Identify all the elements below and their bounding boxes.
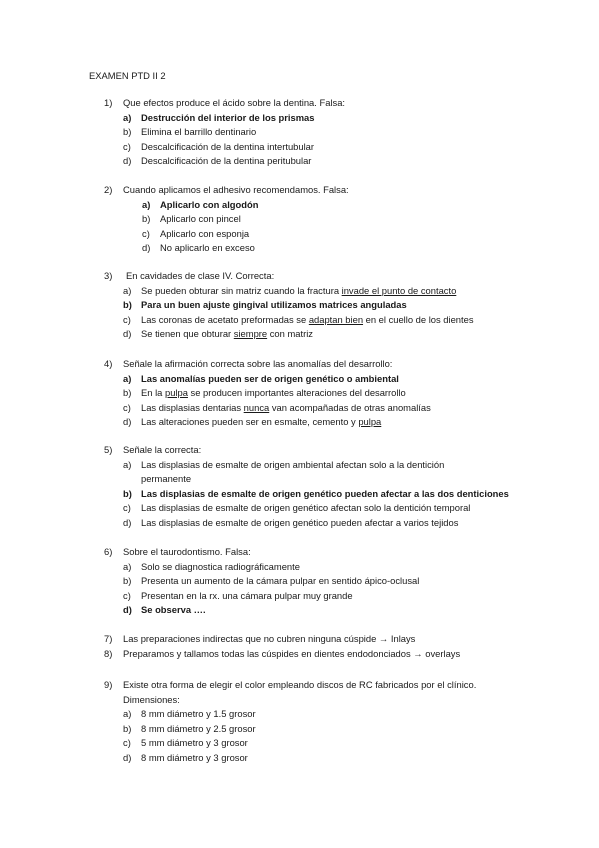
answer-option — [0, 574, 599, 589]
underlined-text: adaptan bien — [308, 313, 364, 325]
option-letter: b) — [123, 575, 132, 587]
option-text — [141, 487, 509, 502]
option-letter: b) — [123, 299, 132, 311]
answer-option — [0, 372, 599, 387]
option-text — [141, 736, 248, 751]
text-segment: Las anomalías pueden ser de origen genético o ambiental — [141, 372, 399, 384]
question-text — [123, 632, 415, 647]
option-text — [141, 458, 444, 473]
text-segment: Las coronas de acetato preformadas se — [141, 313, 309, 325]
text-segment: Elimina el barrillo dentinario — [141, 126, 257, 138]
exam-title: EXAMEN PTD II 2 — [89, 70, 166, 81]
question-number: 8) — [104, 648, 113, 659]
answer-option — [0, 707, 599, 722]
option-letter: d) — [123, 604, 132, 616]
question-text — [123, 678, 476, 693]
text-segment: Solo se diagnostica radiográficamente — [141, 560, 300, 572]
option-text — [160, 212, 241, 227]
option-letter: c) — [123, 589, 131, 601]
option-letter: b) — [123, 387, 132, 399]
question-9 — [0, 678, 599, 766]
text-segment: 8 mm diámetro y 2.5 grosor — [141, 722, 256, 734]
text-segment: Sobre el taurodontismo. Falsa: — [123, 546, 251, 557]
option-text — [141, 154, 311, 169]
option-text — [141, 722, 256, 737]
option-text — [141, 501, 470, 516]
text-segment: Presenta un aumento de la cámara pulpar en sentido ápico-oclusal — [141, 575, 420, 587]
option-text — [141, 751, 248, 766]
option-letter: d) — [142, 242, 151, 254]
text-segment: en el cuello de los dientes — [363, 313, 474, 325]
question-text — [123, 357, 392, 372]
text-segment: Aplicarlo con esponja — [160, 227, 250, 239]
text-segment: 8 mm diámetro y 1.5 grosor — [141, 708, 256, 720]
option-letter: a) — [123, 372, 132, 384]
question-1 — [0, 96, 599, 169]
text-segment: Dimensiones: — [123, 693, 180, 705]
text-segment: permanente — [141, 473, 192, 485]
answer-continuation — [0, 693, 599, 708]
answer-option — [0, 458, 599, 473]
answer-option — [0, 212, 599, 227]
option-letter: a) — [123, 284, 132, 296]
question-text — [123, 443, 201, 458]
answer-option — [0, 415, 599, 430]
answer-option — [0, 589, 599, 604]
option-text — [141, 589, 353, 604]
text-segment: En la — [141, 387, 165, 399]
answer-option — [0, 154, 599, 169]
option-text — [141, 372, 399, 387]
answer-option — [0, 516, 599, 531]
answer-option — [0, 603, 599, 618]
question-number: 5) — [104, 444, 113, 455]
option-text — [141, 574, 419, 589]
option-letter: b) — [142, 213, 151, 225]
answer-option — [0, 198, 599, 213]
question-6 — [0, 545, 599, 618]
option-text — [141, 516, 458, 531]
text-segment: Señale la afirmación correcta sobre las anomalías del desarrollo: — [123, 358, 393, 369]
text-segment: Las displasias de esmalte de origen genético pueden afectar a varios tejidos — [141, 516, 459, 528]
text-segment: van acompañadas de otras anomalías — [269, 401, 431, 413]
option-letter: b) — [123, 126, 132, 138]
question-text — [123, 183, 349, 198]
question-text — [123, 545, 251, 560]
option-letter: b) — [123, 487, 132, 499]
answer-option — [0, 487, 599, 502]
answer-continuation — [0, 472, 599, 487]
option-text — [141, 298, 407, 313]
option-letter: d) — [123, 328, 132, 340]
text-segment: con matriz — [267, 328, 313, 340]
option-letter: d) — [123, 416, 132, 428]
text-segment: Las alteraciones pueden ser en esmalte, cemento y — [141, 416, 359, 428]
answer-option — [0, 125, 599, 140]
option-letter: a) — [123, 560, 132, 572]
option-text — [123, 693, 180, 708]
underlined-text: nunca — [243, 401, 270, 413]
text-segment: Las displasias de esmalte de origen genético afectan solo la dentición temporal — [141, 502, 471, 514]
option-text — [141, 415, 381, 430]
option-letter: c) — [123, 401, 131, 413]
answer-option — [0, 227, 599, 242]
option-text — [141, 140, 314, 155]
question-number: 7) — [104, 633, 113, 644]
option-letter: d) — [123, 751, 132, 763]
question-3 — [0, 269, 599, 342]
question-text — [123, 647, 460, 662]
text-segment: Se pueden obturar sin matriz cuando la fractura — [141, 284, 342, 296]
answer-option — [0, 736, 599, 751]
option-text — [160, 227, 249, 242]
text-segment: Descalcificación de la dentina intertubular — [141, 140, 315, 152]
text-segment: se producen importantes alteraciones del desarrollo — [187, 387, 406, 399]
option-letter: c) — [123, 737, 131, 749]
answer-option — [0, 313, 599, 328]
question-number: 4) — [104, 358, 113, 369]
text-segment: Las displasias de esmalte de origen ambiental afectan solo a la dentición — [141, 458, 445, 470]
question-2 — [0, 183, 599, 256]
question-number: 3) — [104, 270, 113, 281]
option-letter: a) — [123, 708, 132, 720]
option-text — [141, 401, 431, 416]
question-8 — [0, 647, 599, 662]
text-segment: En cavidades de clase IV. Correcta: — [126, 270, 275, 281]
answer-option — [0, 327, 599, 342]
question-text — [126, 269, 274, 284]
answer-option — [0, 560, 599, 575]
question-5 — [0, 443, 599, 531]
answer-option — [0, 241, 599, 256]
answer-option — [0, 386, 599, 401]
question-number: 1) — [104, 97, 113, 108]
answer-option — [0, 111, 599, 126]
text-segment: Aplicarlo con algodón — [160, 198, 259, 210]
text-segment: Las displasias de esmalte de origen genético pueden afectar a las dos denticiones — [141, 487, 509, 499]
text-segment: Descalcificación de la dentina peritubular — [141, 155, 312, 167]
answer-option — [0, 284, 599, 299]
option-letter: a) — [123, 458, 132, 470]
text-segment: Que efectos produce el ácido sobre la dentina. Falsa: — [123, 97, 346, 108]
text-segment: Existe otra forma de elegir el color empleando discos de RC fabricados por el clínico. — [123, 679, 477, 690]
text-segment: No aplicarlo en exceso — [160, 242, 255, 254]
question-4 — [0, 357, 599, 430]
option-text — [141, 472, 191, 487]
option-text — [141, 560, 300, 575]
text-segment: Aplicarlo con pincel — [160, 213, 241, 225]
option-letter: c) — [142, 227, 150, 239]
underlined-text: pulpa — [164, 387, 188, 399]
option-text — [141, 386, 406, 401]
text-segment: Destrucción del interior de los prismas — [141, 111, 315, 123]
text-segment: Presentan en la rx. una cámara pulpar muy grande — [141, 589, 353, 601]
option-text — [141, 125, 256, 140]
option-letter: d) — [123, 516, 132, 528]
question-7 — [0, 632, 599, 647]
underlined-text: siempre — [233, 328, 268, 340]
option-text — [141, 284, 456, 299]
option-text — [160, 241, 255, 256]
text-segment: Para un buen ajuste gingival utilizamos matrices anguladas — [141, 299, 407, 311]
text-segment: Se tienen que obturar — [141, 328, 234, 340]
underlined-text: invade el punto de contacto — [341, 284, 457, 296]
answer-option — [0, 298, 599, 313]
answer-option — [0, 501, 599, 516]
option-letter: a) — [123, 111, 132, 123]
option-text — [141, 603, 206, 618]
option-text — [160, 198, 258, 213]
answer-option — [0, 722, 599, 737]
option-text — [141, 111, 315, 126]
question-text — [123, 96, 345, 111]
answer-option — [0, 140, 599, 155]
text-segment: Cuando aplicamos el adhesivo recomendamos. Falsa: — [123, 184, 349, 195]
text-segment: Las displasias dentarias — [141, 401, 244, 413]
option-letter: c) — [123, 313, 131, 325]
option-letter: d) — [123, 155, 132, 167]
option-letter: a) — [142, 198, 151, 210]
option-text — [141, 313, 474, 328]
text-segment: Preparamos y tallamos todas las cúspides en dientes endodonciados → overlays — [123, 648, 461, 659]
text-segment: Las preparaciones indirectas que no cubren ninguna cúspide → Inlays — [123, 633, 416, 644]
question-number: 6) — [104, 546, 113, 557]
underlined-text: pulpa — [358, 416, 382, 428]
option-text — [141, 327, 313, 342]
option-letter: b) — [123, 722, 132, 734]
option-letter: c) — [123, 140, 131, 152]
text-segment: Se observa …. — [141, 604, 206, 616]
text-segment: 8 mm diámetro y 3 grosor — [141, 751, 248, 763]
option-text — [141, 707, 256, 722]
option-letter: c) — [123, 502, 131, 514]
question-number: 2) — [104, 184, 113, 195]
answer-option — [0, 751, 599, 766]
question-number: 9) — [104, 679, 113, 690]
answer-option — [0, 401, 599, 416]
text-segment: 5 mm diámetro y 3 grosor — [141, 737, 248, 749]
text-segment: Señale la correcta: — [123, 444, 202, 455]
